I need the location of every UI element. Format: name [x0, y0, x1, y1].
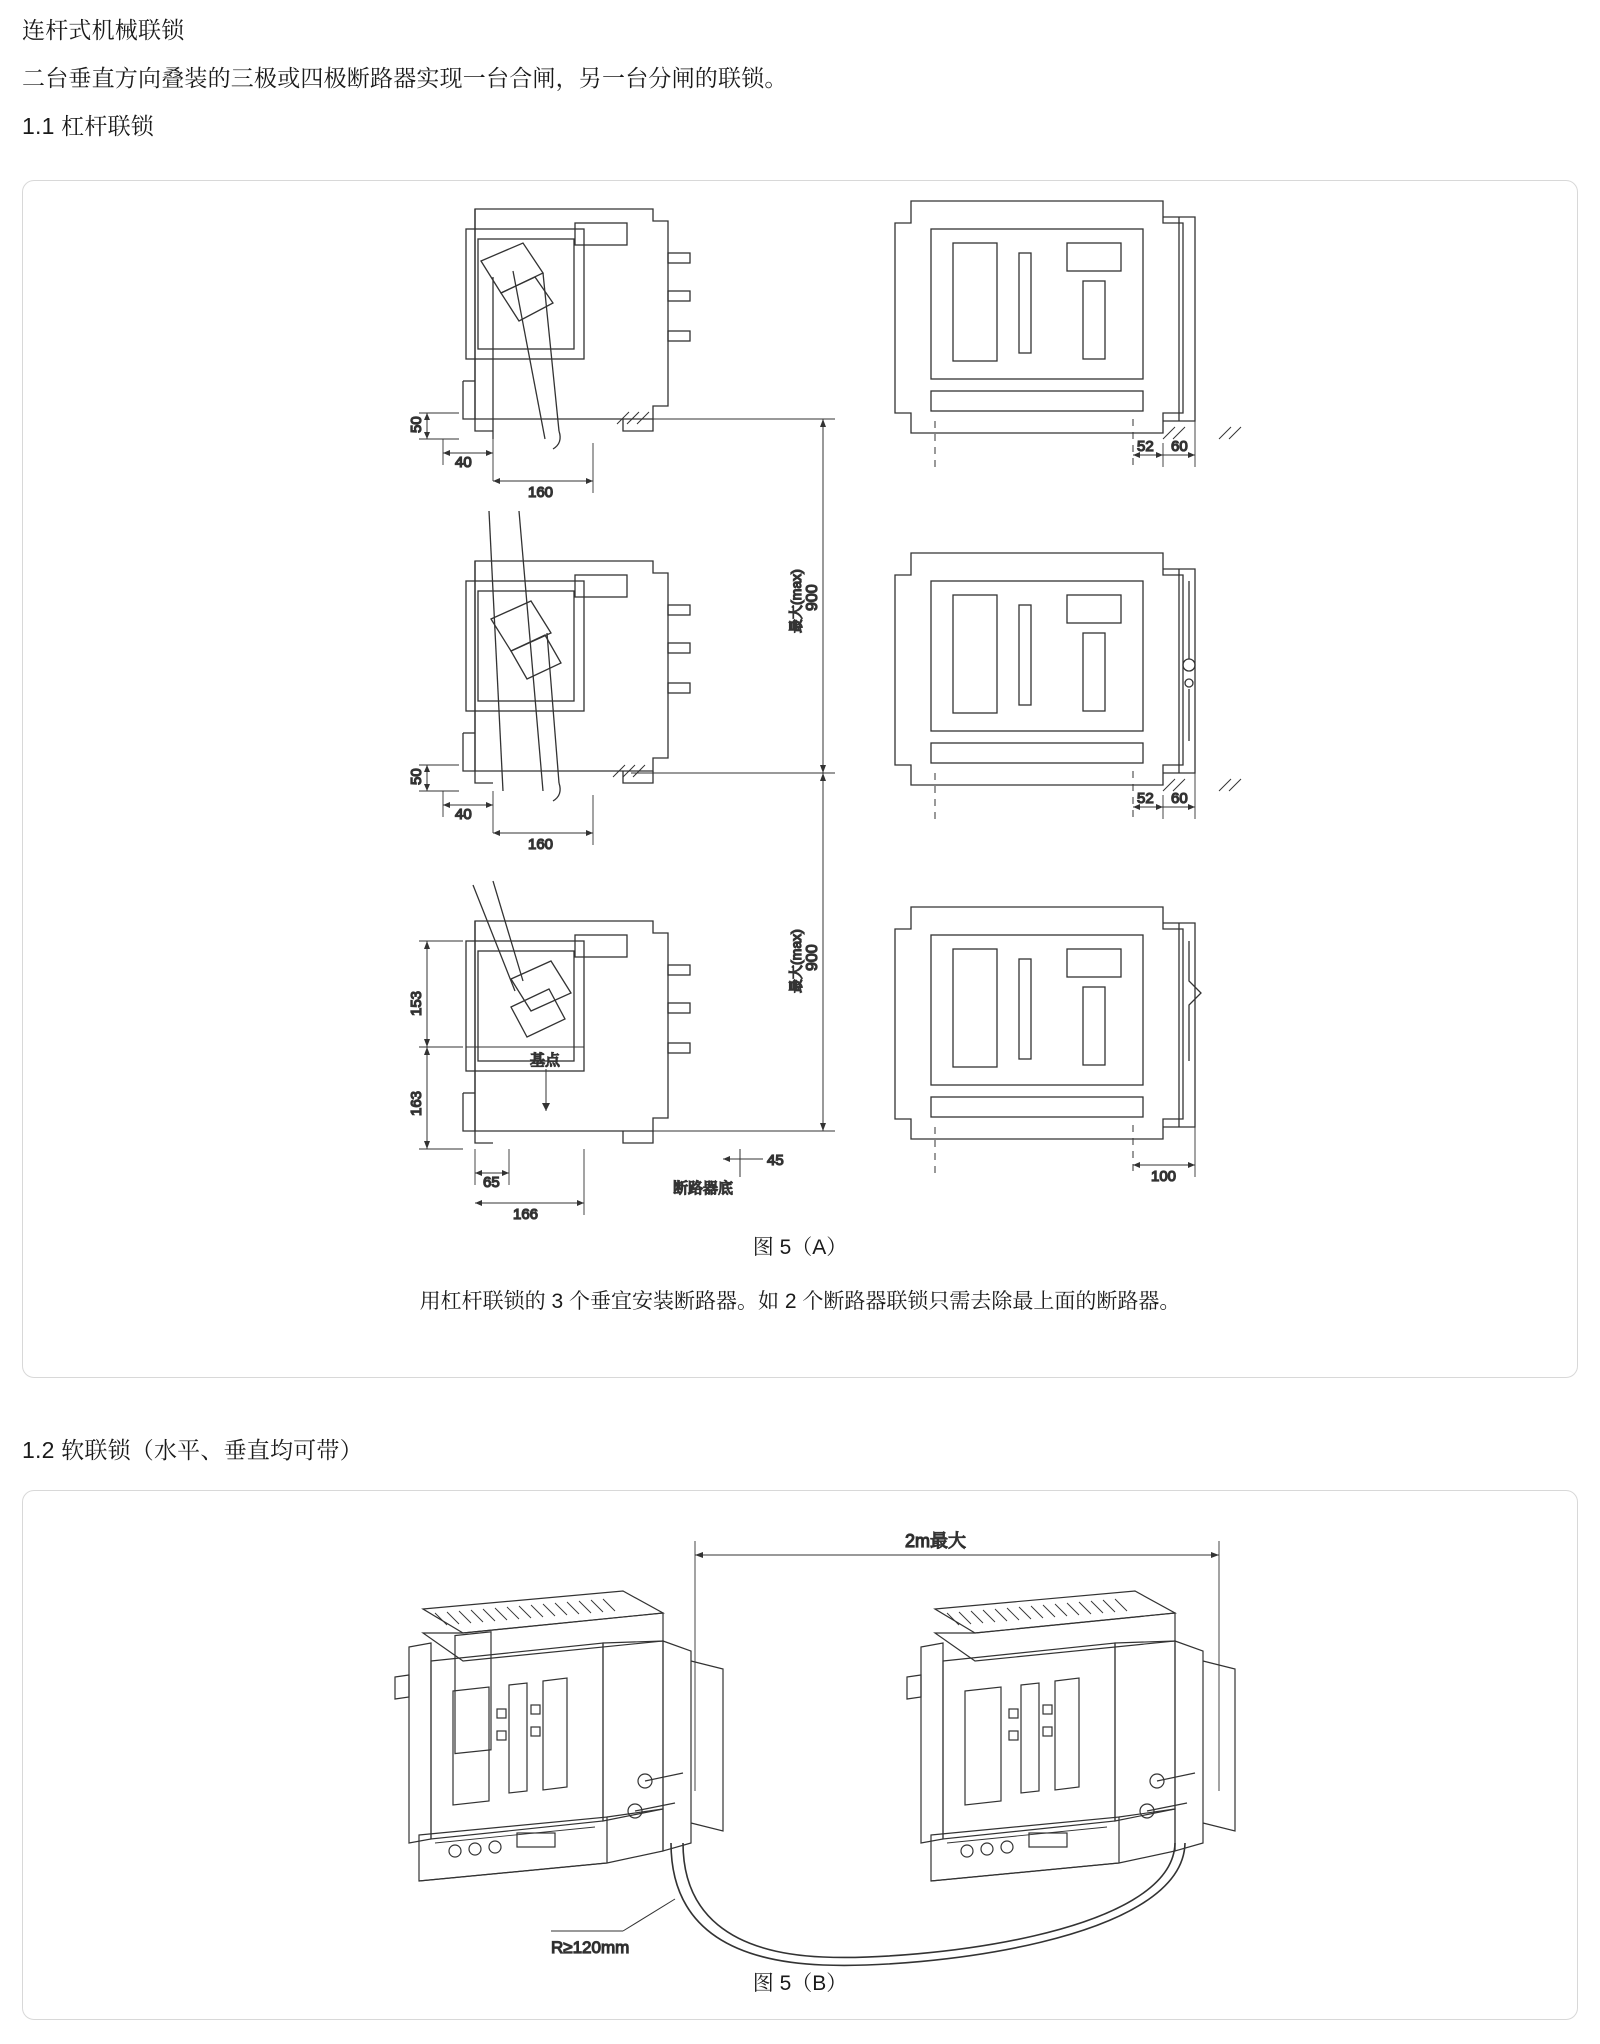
base-point-label: 基点	[530, 1052, 561, 1069]
section-heading-1-2: 1.2 软联锁（水平、垂直均可带）	[22, 1437, 363, 1463]
svg-text:166: 166	[513, 1206, 539, 1223]
dim-span-2m	[695, 1531, 1219, 1791]
section-heading-1-1: 1.1 杠杆联锁	[22, 113, 154, 139]
svg-text:45: 45	[767, 1152, 784, 1169]
figure-b-caption: 图 5（B）	[752, 1972, 848, 1995]
span-label: 2m最大	[905, 1531, 967, 1551]
figure-a-note: 用杠杆联锁的 3 个垂宜安装断路器。如 2 个断路器联锁只需去除最上面的断路器。	[419, 1290, 1181, 1313]
dim-100-bottom	[1133, 1127, 1195, 1185]
svg-text:最大(max): 最大(max)	[788, 929, 804, 993]
svg-text:60: 60	[1171, 438, 1188, 455]
breaker-side-view-bottom	[463, 881, 690, 1143]
figure-a-caption: 图 5（A）	[752, 1236, 848, 1259]
dim-50-top	[408, 413, 459, 439]
dim-52-60-mid	[1133, 773, 1195, 819]
page-title: 连杆式机械联锁	[22, 17, 185, 43]
breaker-front-view-top	[895, 201, 1195, 471]
dim-900-lower	[631, 773, 835, 1131]
breaker-front-view-bottom	[895, 907, 1201, 1177]
svg-text:最大(max): 最大(max)	[788, 569, 804, 633]
breaker-side-view-mid	[463, 511, 690, 801]
figure-b-panel	[22, 1490, 1578, 2020]
svg-text:60: 60	[1171, 790, 1188, 807]
dim-163	[408, 1047, 463, 1149]
dim-40-mid	[443, 791, 493, 833]
figure-a-drawing	[23, 181, 1577, 1377]
svg-text:40: 40	[455, 806, 472, 823]
svg-text:100: 100	[1151, 1168, 1177, 1185]
dim-160-mid	[493, 795, 593, 853]
svg-text:160: 160	[528, 836, 554, 853]
dim-52-60-top	[1133, 421, 1195, 467]
breaker-base-callout	[673, 1149, 784, 1197]
breaker-3d-left	[395, 1591, 723, 1881]
breaker-side-view-top	[463, 209, 690, 449]
svg-text:断路器底: 断路器底	[673, 1180, 734, 1197]
svg-text:50: 50	[408, 768, 425, 785]
svg-text:50: 50	[408, 416, 425, 433]
svg-text:52: 52	[1137, 438, 1154, 455]
dim-900-upper	[631, 419, 835, 773]
dim-160-top	[493, 443, 593, 501]
figure-a-panel	[22, 180, 1578, 1378]
svg-text:900: 900	[804, 944, 821, 971]
dim-50-mid	[408, 765, 459, 791]
radius-label: R≥120mm	[551, 1938, 630, 1957]
svg-text:40: 40	[455, 454, 472, 471]
dim-65	[475, 1149, 509, 1191]
breaker-3d-right	[907, 1591, 1235, 1881]
svg-text:900: 900	[804, 584, 821, 611]
intro-text: 二台垂直方向叠装的三极或四极断路器实现一台合闸，另一台分闸的联锁。	[22, 65, 788, 91]
svg-text:163: 163	[408, 1090, 425, 1116]
svg-text:52: 52	[1137, 790, 1154, 807]
svg-text:65: 65	[483, 1174, 500, 1191]
dim-153	[408, 941, 463, 1047]
svg-text:153: 153	[408, 990, 425, 1016]
dim-40-top	[443, 439, 493, 481]
radius-callout	[551, 1899, 675, 1957]
breaker-front-view-mid	[895, 553, 1195, 823]
svg-text:160: 160	[528, 484, 554, 501]
figure-b-drawing	[23, 1491, 1577, 2019]
